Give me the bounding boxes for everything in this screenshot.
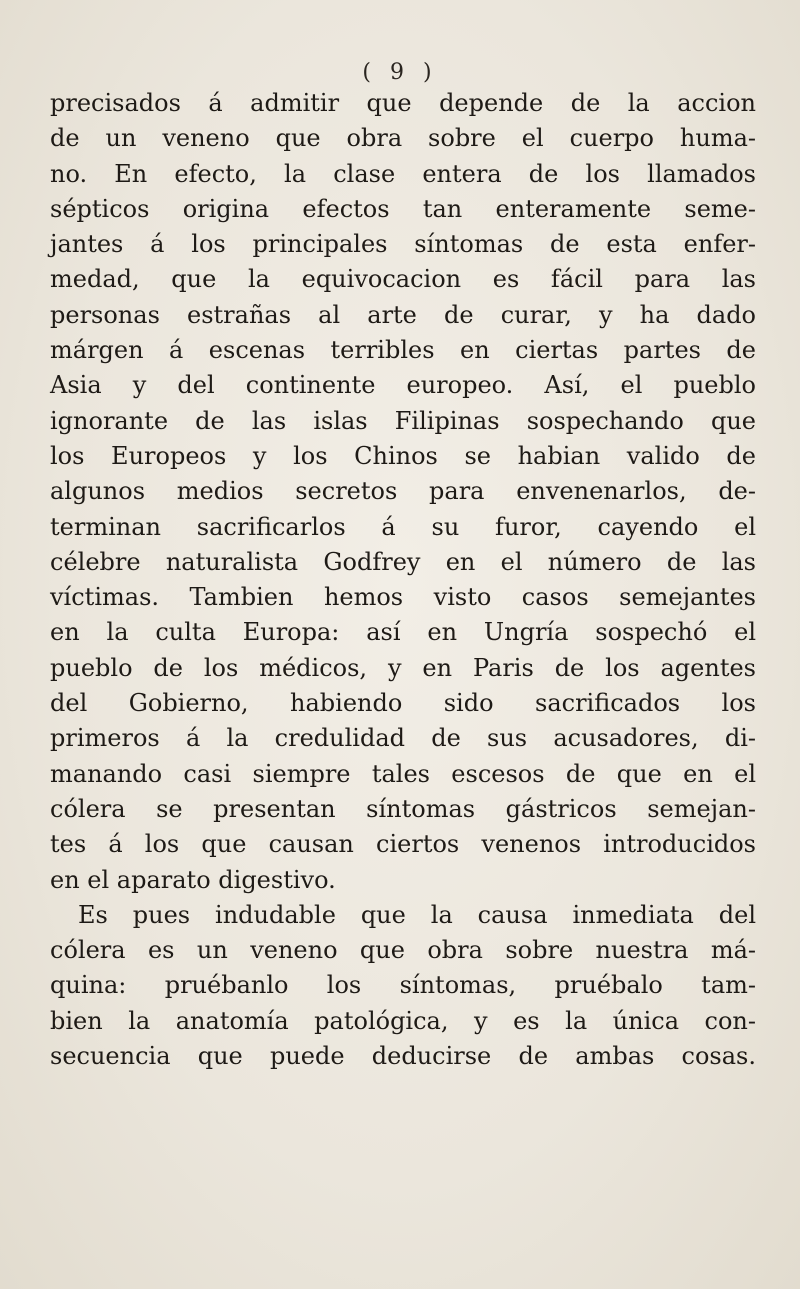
text-line: primeros á la credulidad de sus acusadores, di-: [50, 724, 756, 753]
text-line: víctimas. Tambien hemos visto casos semejantes: [50, 583, 756, 612]
text-line: pueblo de los médicos, y en Paris de los agentes: [50, 653, 756, 682]
text-line: márgen á escenas terribles en ciertas partes de: [50, 336, 756, 365]
page-number: ( 9 ): [362, 60, 438, 85]
text-line: personas estrañas al arte de curar, y ha dado: [50, 300, 756, 329]
text-line: quina: pruébanlo los síntomas, pruébalo tam-: [50, 971, 756, 1000]
text-line: tes á los que causan ciertos venenos introducidos: [50, 830, 756, 859]
text-line: en la culta Europa: así en Ungría sospechó el: [50, 618, 756, 647]
body-text: [50, 86, 756, 1074]
text-line: Asia y del continente europeo. Así, el pueblo: [50, 371, 756, 400]
text-line: jantes á los principales síntomas de esta enfer-: [50, 230, 756, 259]
text-line: en el aparato digestivo.: [50, 865, 336, 894]
text-line: manando casi siempre tales escesos de que en el: [50, 759, 756, 788]
text-line: ignorante de las islas Filipinas sospechando que: [50, 406, 756, 435]
text-line: sépticos origina efectos tan enteramente seme-: [50, 194, 756, 223]
text-line: Es pues indudable que la causa inmediata del: [78, 900, 756, 929]
text-line: medad, que la equivocacion es fácil para las: [50, 265, 756, 294]
text-line: cólera se presentan síntomas gástricos semejan-: [50, 794, 756, 823]
text-line: del Gobierno, habiendo sido sacrificados los: [50, 689, 756, 718]
text-line: bien la anatomía patológica, y es la única con-: [50, 1006, 756, 1035]
text-line: de un veneno que obra sobre el cuerpo huma-: [50, 124, 756, 153]
text-line: los Europeos y los Chinos se habian valido de: [50, 441, 756, 470]
text-line: precisados á admitir que depende de la accion: [50, 89, 756, 117]
text-line: cólera es un veneno que obra sobre nuestra má-: [50, 936, 756, 965]
text-line: algunos medios secretos para envenenarlos, de-: [50, 477, 756, 506]
text-line: célebre naturalista Godfrey en el número de las: [50, 547, 756, 576]
text-line: no. En efecto, la clase entera de los llamados: [50, 159, 756, 188]
text-line: secuencia que puede deducirse de ambas cosas.: [50, 1042, 756, 1071]
text-line: terminan sacrificarlos á su furor, cayendo el: [50, 512, 756, 541]
